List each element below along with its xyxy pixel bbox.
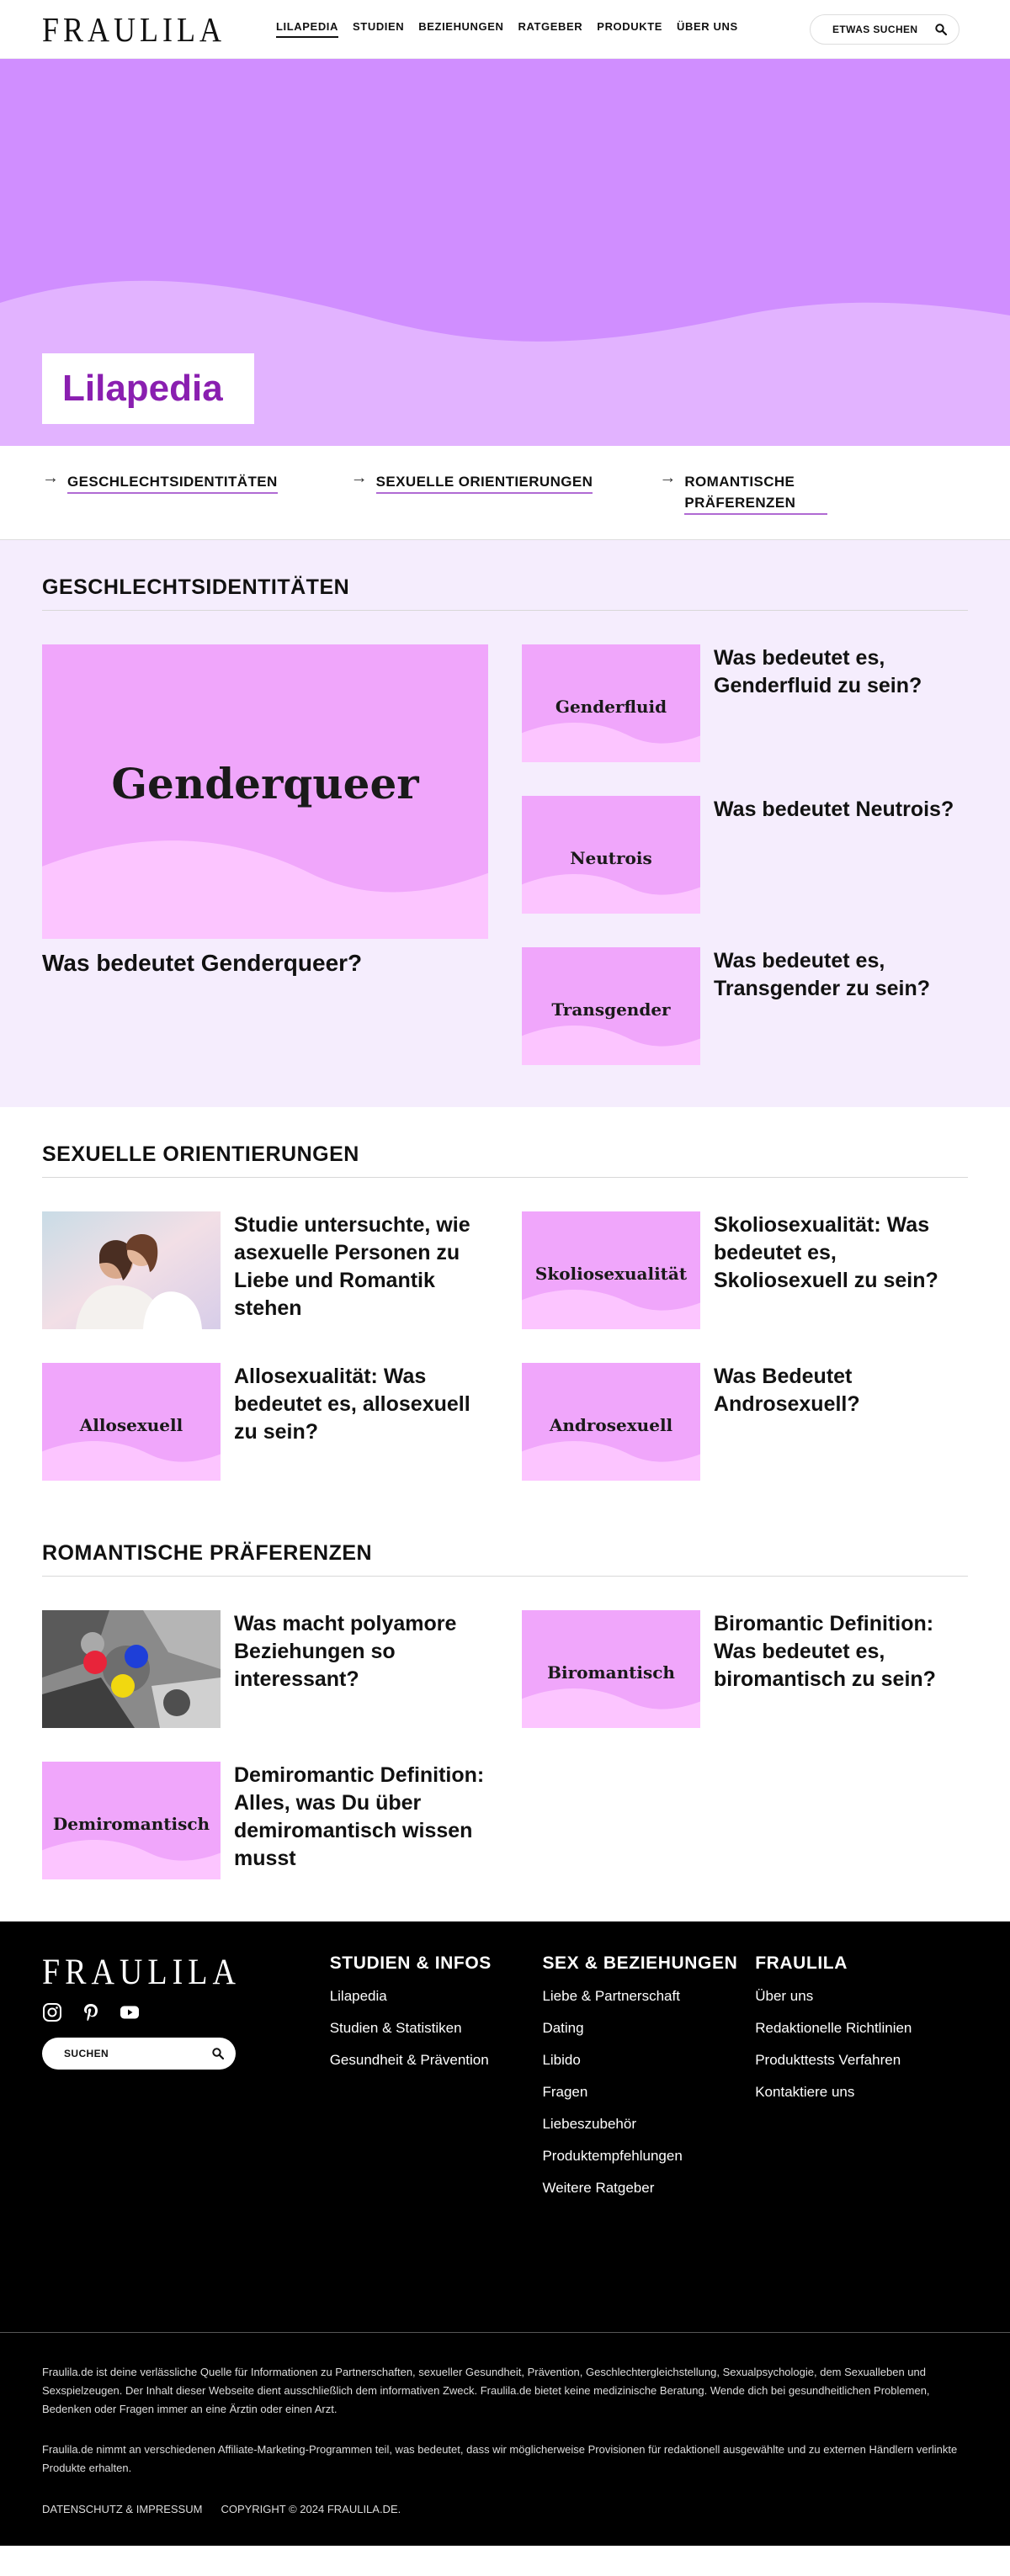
search-input[interactable] [810, 14, 960, 45]
nav-ueber-uns[interactable]: ÜBER UNS [677, 20, 738, 33]
footer-column-studien [330, 1953, 543, 2332]
nav-lilapedia[interactable]: LILAPEDIA [276, 20, 338, 38]
article-card[interactable] [42, 1363, 488, 1481]
thumbnail-label: Skoliosexualität [534, 1264, 688, 1284]
nav-studien[interactable]: STUDIEN [353, 20, 405, 33]
article-thumbnail[interactable] [522, 1363, 700, 1481]
article-card[interactable] [522, 644, 968, 762]
search-icon[interactable] [212, 2048, 224, 2059]
article-card[interactable] [522, 1211, 968, 1329]
polyamory-photo-image [42, 1610, 221, 1728]
article-card[interactable] [522, 1610, 968, 1728]
feature-card[interactable] [42, 644, 488, 1065]
anchor-link[interactable]: ROMANTISCHE PRÄFERENZEN [684, 471, 827, 515]
arrow-right-icon: → [659, 469, 677, 487]
anchor-sexuelle-orientierungen[interactable] [351, 471, 660, 539]
footer-search-input[interactable] [42, 2038, 236, 2070]
wave-graphic [522, 1675, 700, 1728]
thumbnail-label: Allosexuell [79, 1415, 183, 1435]
article-title[interactable]: Studie untersuchte, wie asexuelle Personen zu Liebe und Romantik stehen [234, 1213, 470, 1320]
article-title[interactable]: Was bedeutet Neutrois? [714, 798, 954, 821]
footer-disclaimer: Fraulila.de ist deine verlässliche Quelle für Informationen zu Partnerschaften, sexueller Gesundheit, Prävention, Geschlechtergleichstellung, Sexualpsychologie, dem Sexualleben und Sexspielzeugen. Der Inhalt dieser Webseite dient ausschließlich dem informativen Zweck. Fraulila.de bietet keine medizinische Beratung. Wende dich bei gesundheitlichen Problemen, Bedenken oder Fragen immer an eine Ärztin oder einen Arzt. [42, 2366, 930, 2415]
wave-graphic [522, 861, 700, 914]
footer-column-heading: STUDIEN & INFOS [329, 1953, 492, 1973]
footer-column-sex-beziehungen [542, 1953, 755, 2332]
nav-ratgeber[interactable]: RATGEBER [518, 20, 583, 33]
article-title[interactable]: Was bedeutet es, Genderfluid zu sein? [714, 646, 922, 697]
article-photo[interactable] [42, 1211, 221, 1329]
footer-search-placeholder: SUCHEN [64, 2048, 109, 2059]
footer-logo[interactable]: FRAULILA [42, 1951, 241, 1993]
section-anchor-nav [0, 446, 1010, 540]
pinterest-icon[interactable] [81, 2002, 101, 2022]
section-geschlechtsidentitaeten [0, 540, 1010, 1107]
search-placeholder: ETWAS SUCHEN [832, 24, 918, 35]
article-card[interactable] [522, 796, 968, 914]
footer-link[interactable]: Liebe & Partnerschaft [542, 1988, 680, 2004]
arrow-right-icon: → [42, 469, 59, 487]
thumbnail-label: Androsexuell [549, 1415, 673, 1435]
section-romantische-praeferenzen [0, 1528, 1010, 1921]
footer-link[interactable]: Über uns [755, 1988, 814, 2004]
article-card[interactable] [522, 1363, 968, 1481]
site-logo[interactable]: FRAULILA [42, 9, 226, 49]
site-footer [0, 1921, 1010, 2546]
footer-link[interactable]: Fragen [542, 2084, 588, 2100]
privacy-imprint-link[interactable]: DATENSCHUTZ & IMPRESSUM [42, 2503, 203, 2515]
footer-link[interactable]: Produktempfehlungen [542, 2148, 683, 2164]
section-heading: SEXUELLE ORIENTIERUNGEN [42, 1142, 968, 1178]
wave-graphic [42, 1428, 221, 1481]
footer-link[interactable]: Produkttests Verfahren [755, 2052, 901, 2068]
arrow-right-icon: → [350, 469, 368, 487]
anchor-romantische-praeferenzen[interactable] [659, 471, 968, 539]
article-thumbnail[interactable] [522, 1610, 700, 1728]
article-card[interactable] [42, 1610, 488, 1728]
article-thumbnail[interactable] [42, 1762, 221, 1879]
article-card[interactable] [42, 1762, 488, 1879]
page-title: Lilapedia [62, 368, 223, 409]
instagram-icon[interactable] [42, 2002, 62, 2022]
article-title[interactable]: Was macht polyamore Beziehungen so interessant? [234, 1612, 457, 1691]
copyright-text: COPYRIGHT © 2024 FRAULILA.DE. [221, 2503, 401, 2515]
wave-graphic [522, 1428, 700, 1481]
footer-link[interactable]: Studien & Statistiken [329, 2020, 462, 2036]
section-heading: ROMANTISCHE PRÄFERENZEN [42, 1541, 968, 1577]
footer-column-heading: SEX & BEZIEHUNGEN [542, 1953, 738, 1973]
social-links [42, 2002, 330, 2022]
thumbnail-label: Demiromantisch [52, 1814, 210, 1834]
anchor-link[interactable]: SEXUELLE ORIENTIERUNGEN [376, 471, 593, 494]
footer-link[interactable]: Redaktionelle Richtlinien [755, 2020, 912, 2036]
article-title[interactable]: Was bedeutet es, Transgender zu sein? [714, 949, 931, 1000]
nav-produkte[interactable]: PRODUKTE [597, 20, 663, 33]
wave-graphic [522, 709, 700, 762]
article-thumbnail[interactable] [522, 796, 700, 914]
footer-link[interactable]: Libido [542, 2052, 581, 2068]
page-title-box [42, 353, 254, 424]
footer-affiliate-note: Fraulila.de nimmt an verschiedenen Affiliate-Marketing-Programmen teil, was bedeutet, dass wir möglicherweise Provisionen für redaktionell ausgewählte und zu externen Händlern verlinkte Produkte erhalten. [42, 2443, 958, 2474]
article-title[interactable]: Biromantic Definition: Was bedeutet es, biromantisch zu sein? [714, 1612, 936, 1691]
hero-banner [0, 59, 1010, 446]
anchor-geschlechtsidentitaeten[interactable] [42, 471, 351, 539]
footer-link[interactable]: Gesundheit & Prävention [329, 2052, 489, 2068]
thumbnail-label: Transgender [551, 999, 671, 1020]
footer-link[interactable]: Dating [542, 2020, 584, 2036]
feature-thumbnail[interactable] [42, 644, 488, 939]
footer-link[interactable]: Weitere Ratgeber [542, 2180, 655, 2196]
footer-column-fraulila [755, 1953, 968, 2332]
article-card[interactable] [42, 1211, 488, 1329]
section-heading: GESCHLECHTSIDENTITÄTEN [42, 575, 968, 611]
thumbnail-label: Genderqueer [111, 758, 419, 808]
couple-photo-image [42, 1211, 221, 1329]
article-thumbnail[interactable] [522, 644, 700, 762]
article-photo[interactable] [42, 1610, 221, 1728]
thumbnail-label: Genderfluid [555, 697, 667, 717]
thumbnail-label: Neutrois [570, 848, 652, 868]
article-title[interactable]: Was Bedeutet Androsexuell? [714, 1365, 860, 1416]
article-thumbnail[interactable] [522, 947, 700, 1065]
thumbnail-label: Biromantisch [547, 1662, 675, 1683]
article-thumbnail[interactable] [522, 1211, 700, 1329]
article-title[interactable]: Allosexualität: Was bedeutet es, allosexuell zu sein? [234, 1365, 470, 1444]
article-card[interactable] [522, 947, 968, 1065]
wave-graphic [522, 1012, 700, 1065]
wave-graphic [42, 807, 488, 940]
article-title[interactable]: Demiromantic Definition: Alles, was Du über demiromantisch wissen musst [234, 1763, 485, 1870]
section-sexuelle-orientierungen [0, 1107, 1010, 1528]
footer-link[interactable]: Lilapedia [329, 1988, 387, 2004]
main-nav [276, 20, 738, 38]
footer-link[interactable]: Liebeszubehör [542, 2116, 636, 2132]
wave-graphic [42, 1826, 221, 1879]
footer-column-heading: FRAULILA [755, 1953, 848, 1973]
article-title[interactable]: Was bedeutet Genderqueer? [42, 950, 363, 976]
youtube-icon[interactable] [120, 2002, 140, 2022]
site-header [0, 0, 1010, 59]
wave-graphic [522, 1276, 700, 1329]
anchor-link[interactable]: GESCHLECHTSIDENTITÄTEN [67, 471, 278, 494]
footer-link[interactable]: Kontaktiere uns [755, 2084, 855, 2100]
search-icon[interactable] [935, 24, 947, 35]
article-title[interactable]: Skoliosexualität: Was bedeutet es, Skoliosexuell zu sein? [714, 1213, 938, 1292]
article-thumbnail[interactable] [42, 1363, 221, 1481]
nav-beziehungen[interactable]: BEZIEHUNGEN [418, 20, 504, 33]
